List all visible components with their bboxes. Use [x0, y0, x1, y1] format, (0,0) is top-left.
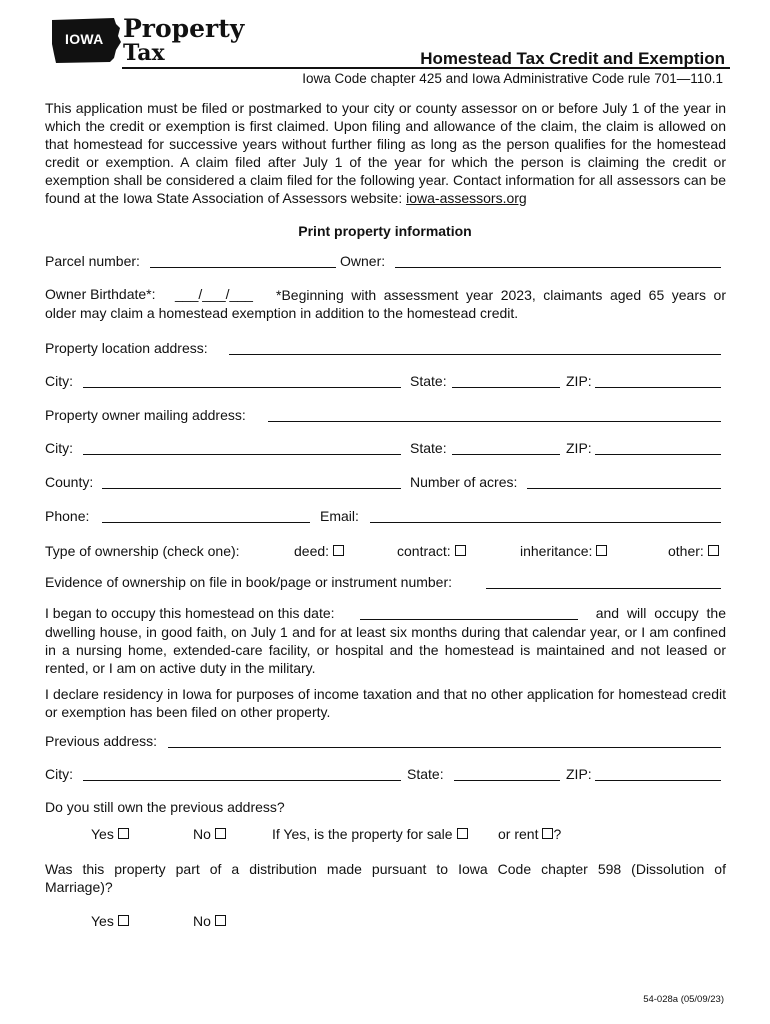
mailing-address-label: Property owner mailing address: [45, 407, 246, 423]
evidence-label: Evidence of ownership on file in book/page or instrument number: [45, 574, 453, 590]
deed-checkbox[interactable] [333, 545, 344, 556]
question-mark: ? [553, 826, 562, 842]
still-own-no-checkbox[interactable] [215, 828, 226, 839]
still-own-no[interactable] [193, 826, 226, 842]
birthdate-label: Owner Birthdate*: [45, 286, 156, 302]
intro-paragraph [45, 99, 726, 207]
evidence-field[interactable] [486, 588, 721, 589]
deed-label: deed: [294, 543, 330, 559]
owner-field[interactable] [395, 267, 721, 268]
mailing-city-label: City: [45, 440, 73, 456]
occupy-date-field[interactable] [360, 619, 578, 620]
no-label: No [193, 826, 211, 842]
contract-checkbox[interactable] [455, 545, 466, 556]
mailing-zip-field[interactable] [595, 454, 721, 455]
inheritance-checkbox[interactable] [596, 545, 607, 556]
previous-city-label: City: [45, 766, 73, 782]
inheritance-option[interactable] [520, 543, 607, 559]
email-field[interactable] [370, 522, 721, 523]
logo-property-text: Property [123, 14, 245, 43]
previous-address-field[interactable] [168, 747, 721, 748]
acres-label: Number of acres: [410, 474, 518, 490]
yes-label: Yes [91, 826, 114, 842]
inheritance-label: inheritance: [520, 543, 593, 559]
for-sale-option[interactable] [272, 826, 468, 842]
iowa-property-tax-logo [50, 14, 245, 74]
other-checkbox[interactable] [708, 545, 719, 556]
city-field[interactable] [83, 387, 401, 388]
mailing-state-field[interactable] [452, 454, 560, 455]
mailing-address-field[interactable] [268, 421, 721, 422]
form-title: Homestead Tax Credit and Exemption [420, 49, 725, 68]
for-rent-checkbox[interactable] [542, 828, 553, 839]
occupy-paragraph: dwelling house, in good faith, on July 1 and for at least six months during that calendar year, or I am confined in a nursing home, extended-care facility, or hospital and the homestead is maintained and not leased or rented, or I am on active duty in the military. [45, 624, 726, 676]
owner-label: Owner: [340, 253, 386, 269]
zip-label: ZIP: [566, 373, 592, 389]
previous-zip-field[interactable] [595, 780, 721, 781]
other-option[interactable] [668, 543, 719, 559]
property-location-field[interactable] [229, 354, 721, 355]
previous-zip-label: ZIP: [566, 766, 592, 782]
title-rule [122, 67, 730, 69]
occupy-continue: and will occupy the [595, 605, 726, 621]
deed-option[interactable] [294, 543, 344, 559]
still-own-yes-checkbox[interactable] [118, 828, 129, 839]
for-rent-option[interactable] [498, 826, 561, 842]
city-label: City: [45, 373, 73, 389]
distribution-yes[interactable] [91, 913, 129, 929]
distribution-no-checkbox[interactable] [215, 915, 226, 926]
or-rent-label: or rent [498, 826, 539, 842]
logo-state-text: IOWA [65, 31, 104, 47]
phone-label: Phone: [45, 508, 90, 524]
distribution-no[interactable] [193, 913, 226, 929]
distribution-question: Was this property part of a distribution made pursuant to Iowa Code chapter 598 (Dissolution of Marriage)? [45, 861, 726, 895]
zip-field[interactable] [595, 387, 721, 388]
if-yes-label: If Yes, is the property for sale [272, 826, 453, 842]
form-number: 54-028a (05/09/23) [643, 994, 724, 1005]
contract-label: contract: [397, 543, 451, 559]
distribution-yes-checkbox[interactable] [118, 915, 129, 926]
other-label: other: [668, 543, 704, 559]
assessors-website-link[interactable]: iowa-assessors.org [406, 190, 527, 206]
mailing-city-field[interactable] [83, 454, 401, 455]
contract-option[interactable] [397, 543, 466, 559]
distribution-yes-label: Yes [91, 913, 114, 929]
mailing-state-label: State: [410, 440, 447, 456]
still-own-yes[interactable] [91, 826, 129, 842]
state-field[interactable] [452, 387, 560, 388]
previous-address-label: Previous address: [45, 733, 158, 749]
section-heading: Print property information [298, 223, 472, 239]
phone-field[interactable] [102, 522, 310, 523]
county-field[interactable] [102, 488, 401, 489]
email-label: Email: [320, 508, 359, 524]
previous-state-field[interactable] [454, 780, 560, 781]
property-location-label: Property location address: [45, 340, 208, 356]
declare-paragraph: I declare residency in Iowa for purposes of income taxation and that no other application for homestead credit or exemption has been filed on other property. [45, 686, 726, 720]
acres-field[interactable] [527, 488, 721, 489]
still-own-question: Do you still own the previous address? [45, 799, 285, 815]
previous-state-label: State: [407, 766, 444, 782]
intro-text: This application must be filed or postmarked to your city or county assessor on or before July 1 of the year in which the credit or exemption is first claimed. Upon filing and allowance of the claim, the claim is allowed on that homestead for successive years without further filing as long as the person qualifies for the homestead credit or exemption. A claim filed after July 1 of the year for which the person is claiming the credit or exemption shall be considered a claim filed for the following year. Contact information for all assessors can be found at the Iowa State Association of Assessors website: [45, 100, 726, 206]
county-label: County: [45, 474, 94, 490]
ownership-type-label: Type of ownership (check one): [45, 543, 240, 559]
for-sale-checkbox[interactable] [457, 828, 468, 839]
occupy-label: I began to occupy this homestead on this date: [45, 605, 335, 621]
distribution-no-label: No [193, 913, 211, 929]
previous-city-field[interactable] [83, 780, 401, 781]
parcel-number-field[interactable] [150, 267, 336, 268]
mailing-zip-label: ZIP: [566, 440, 592, 456]
state-label: State: [410, 373, 447, 389]
parcel-number-label: Parcel number: [45, 253, 140, 269]
form-subtitle: Iowa Code chapter 425 and Iowa Administrative Code rule 701—110.1 [302, 71, 723, 86]
birthdate-field[interactable]: ___/___/___ [175, 286, 253, 302]
birthdate-note: *Beginning with assessment year 2023, claimants aged 65 years or older may claim a homestead exemption in addition to the homestead credit. [45, 287, 726, 321]
logo-tax-text: Tax [123, 40, 165, 66]
